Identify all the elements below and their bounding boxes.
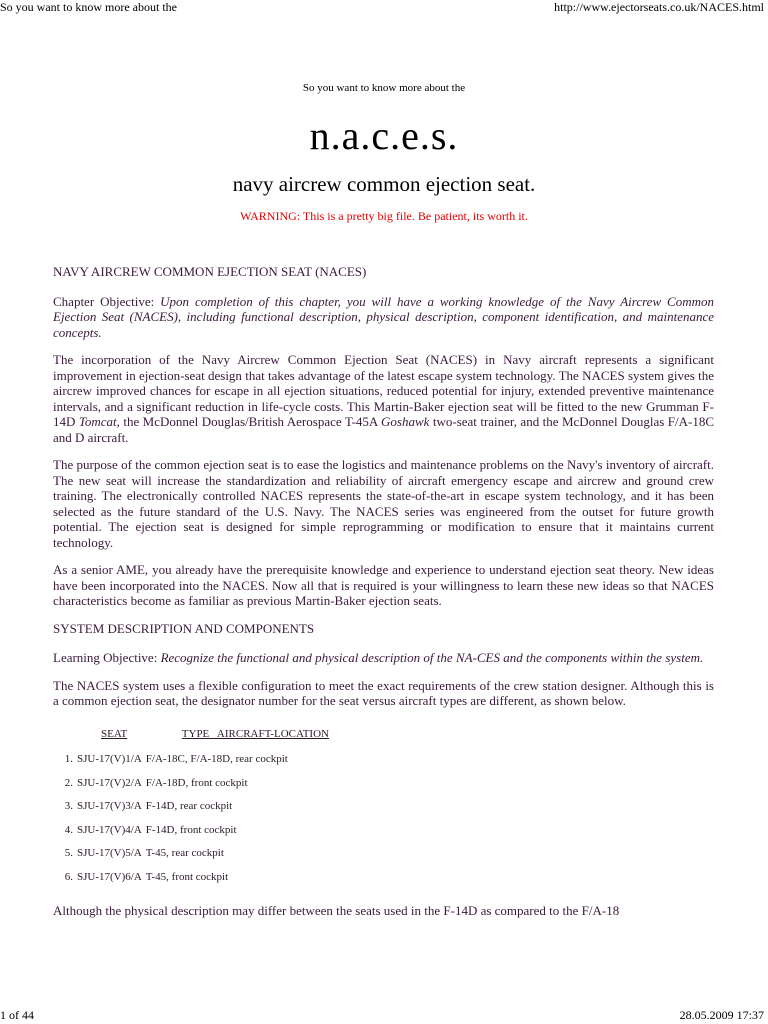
seat-designator: SJU-17(V)6/A — [77, 870, 142, 883]
warning-text: WARNING: This is a pretty big file. Be patient, its worth it. — [240, 209, 528, 223]
aircraft-location: F/A-18C, F/A-18D, rear cockpit — [145, 753, 288, 765]
section-heading-naces: NAVY AIRCREW COMMON EJECTION SEAT (NACES) — [53, 264, 367, 279]
seat-designator: SJU-17(V)1/A — [77, 753, 142, 765]
table-row — [57, 870, 329, 894]
type-location-column-header: TYPE AIRCRAFT-LOCATION — [181, 727, 329, 740]
paragraph-text: , the McDonnel Douglas/British Aerospace T-45A — [116, 414, 382, 429]
seat-table — [57, 727, 329, 894]
aircraft-location: F-14D, front cockpit — [145, 823, 237, 836]
goshawk-name: Goshawk — [381, 414, 430, 429]
paragraph-senior-ame: As a senior AME, you already have the prerequisite knowledge and experience to understand ejection seat theory. New ideas have been incorporated into the NACES. Now all that is required is your willingness to learn these new ideas so that NACES characteristics become as familiar as previous Martin-Baker ejection seats. — [53, 562, 714, 608]
table-row — [57, 846, 329, 870]
browser-header-title: So you want to know more about the — [0, 0, 177, 14]
page-count: 1 of 44 — [0, 1008, 34, 1022]
paragraph-purpose: The purpose of the common ejection seat is to ease the logistics and maintenance problems on the Navy's inventory of aircraft. The new seat will increase the standardization and reliability of aircraft emergency escape and aircrew and ground crew training. The electronically controlled NACES represents the state-of-the-art in escape system technology, and it has been selected as the future standard of the U.S. Navy. The NACES series was engineered from the outset for future growth potential. The ejection seat is designed for simple reprogramming or modification to ensure that it maintains current technology. — [53, 457, 714, 550]
seat-designator: SJU-17(V)5/A — [77, 847, 142, 859]
seat-designator: SJU-17(V)4/A — [77, 823, 142, 836]
row-number: 2. — [64, 776, 73, 789]
learning-objective-text: Recognize the functional and physical description of the NA-CES and the components within the system. — [160, 650, 704, 665]
document-content — [53, 264, 714, 931]
row-number: 1. — [64, 753, 73, 765]
row-number: 3. — [64, 800, 73, 812]
aircraft-location: T-45, rear cockpit — [145, 847, 224, 859]
title-pre: So you want to know more about the — [302, 82, 466, 94]
learning-objective-label: Learning Objective: — [53, 650, 161, 665]
paragraph-physical-description: Although the physical description may differ between the seats used in the F-14D as compared to the F/A-18 — [53, 903, 620, 918]
row-number: 6. — [64, 870, 73, 883]
page-subtitle: navy aircrew common ejection seat. — [232, 172, 536, 196]
chapter-objective-text: Upon completion of this chapter, you will have a working knowledge of the Navy Aircrew Common Ejection Seat (NACES), including functional description, physical description, component identification, and maintenance concepts. — [53, 293, 714, 340]
print-timestamp: 28.05.2009 17:37 — [679, 1008, 764, 1022]
seat-column-header: SEAT — [101, 727, 128, 740]
tomcat-name: Tomcat — [78, 414, 117, 429]
table-row — [57, 776, 329, 800]
aircraft-location: T-45, front cockpit — [145, 870, 229, 883]
section-heading-system: SYSTEM DESCRIPTION AND COMPONENTS — [53, 620, 315, 636]
learning-objective — [53, 650, 714, 666]
row-number: 4. — [64, 823, 73, 836]
paragraph-incorporation — [53, 352, 714, 445]
paragraph-configuration: The NACES system uses a flexible configuration to meet the exact requirements of the crew station designer. Although this is a common ejection seat, the designator number for the seat versus aircraft types are different, as shown below. — [53, 677, 714, 708]
paragraph-text: The incorporation of the Navy Aircrew Common Ejection Seat (NACES) in Navy aircraft represents a significant improvement in ejection-seat design that takes advantage of the latest escape system technology. The NACES system gives the aircrew improved chances for escape in all ejection situations, reduced potential for injury, extended preventive maintenance intervals, and a significant reduction in life-cycle costs. This Martin-Baker ejection seat will be fitted to the new Grumman F-14D — [53, 352, 714, 429]
chapter-objective-label: Chapter Objective: — [53, 293, 161, 309]
table-row — [57, 752, 329, 776]
seat-designator: SJU-17(V)3/A — [77, 800, 142, 812]
table-row — [57, 823, 329, 847]
table-row — [57, 799, 329, 823]
aircraft-location: F/A-18D, front cockpit — [145, 776, 248, 789]
paragraph-text: two-seat trainer, and the McDonnel Douglas F/A-18C and D aircraft. — [53, 414, 715, 445]
row-number: 5. — [64, 847, 73, 859]
aircraft-location: F-14D, rear cockpit — [145, 800, 233, 812]
page-title: n.a.c.e.s. — [309, 113, 459, 158]
seat-designator: SJU-17(V)2/A — [77, 776, 142, 789]
chapter-objective — [53, 294, 714, 341]
browser-header-url: http://www.ejectorseats.co.uk/NACES.html — [554, 0, 764, 14]
